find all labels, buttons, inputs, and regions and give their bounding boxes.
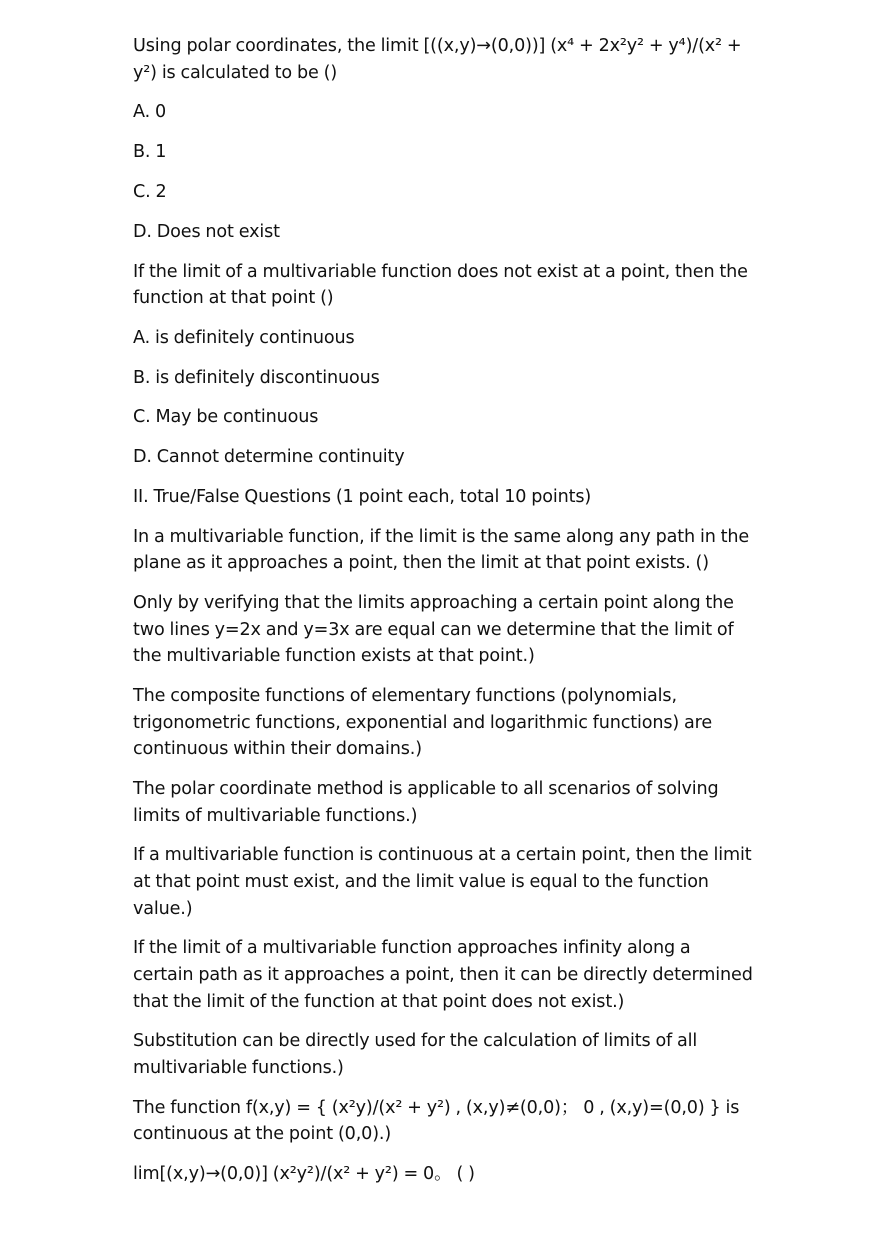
section-heading-true-false: II. True/False Questions (1 point each, total 10 points) bbox=[133, 487, 592, 507]
true-false-statement: Only by verifying that the limits approaching a certain point along the two lines y=2x and y=3x are equal can we determine that the limit of the multivariable function exists at that point.) bbox=[133, 593, 734, 667]
true-false-statement: Substitution can be directly used for the calculation of limits of all multivariable functions.) bbox=[133, 1031, 698, 1078]
option-a: A. is definitely continuous bbox=[133, 327, 355, 348]
option-a: A. 0 bbox=[133, 102, 167, 123]
question-polar-limit: Using polar coordinates, the limit [((x,y)→(0,0))] (x⁴ + 2x²y² + y⁴)/(x² + y²) is calculated to be () bbox=[133, 36, 742, 83]
true-false-statement: If a multivariable function is continuous at a certain point, then the limit at that point must exist, and the limit value is equal to the function value.) bbox=[133, 845, 752, 919]
true-false-statement: The composite functions of elementary functions (polynomials, trigonometric functions, exponential and logarithmic functions) are continuous within their domains.) bbox=[133, 686, 713, 760]
true-false-statement: If the limit of a multivariable function approaches infinity along a certain path as it approaches a point, then it can be directly determined that the limit of the function at that point does not exist.) bbox=[133, 938, 753, 1012]
option-d: D. Cannot determine continuity bbox=[133, 447, 405, 468]
true-false-statement: In a multivariable function, if the limit is the same along any path in the plane as it approaches a point, then the limit at that point exists. () bbox=[133, 526, 750, 574]
question-limit-not-exist: If the limit of a multivariable function does not exist at a point, then the function at that point () bbox=[133, 261, 748, 309]
option-c: C. May be continuous bbox=[133, 407, 319, 428]
option-d: D. Does not exist bbox=[133, 221, 280, 242]
true-false-statement: The polar coordinate method is applicable to all scenarios of solving limits of multivariable functions.) bbox=[133, 779, 719, 826]
document-page bbox=[133, 33, 753, 1201]
option-b: B. 1 bbox=[133, 142, 167, 163]
option-b: B. is definitely discontinuous bbox=[133, 367, 380, 388]
option-c: C. 2 bbox=[133, 181, 167, 202]
true-false-statement: The function f(x,y) = { (x²y)/(x² + y²) , (x,y)≠(0,0)； 0 , (x,y)=(0,0) } is continuous at the point (0,0).) bbox=[133, 1097, 740, 1145]
true-false-statement: lim[(x,y)→(0,0)] (x²y²)/(x² + y²) = 0。 ( ) bbox=[133, 1164, 475, 1185]
